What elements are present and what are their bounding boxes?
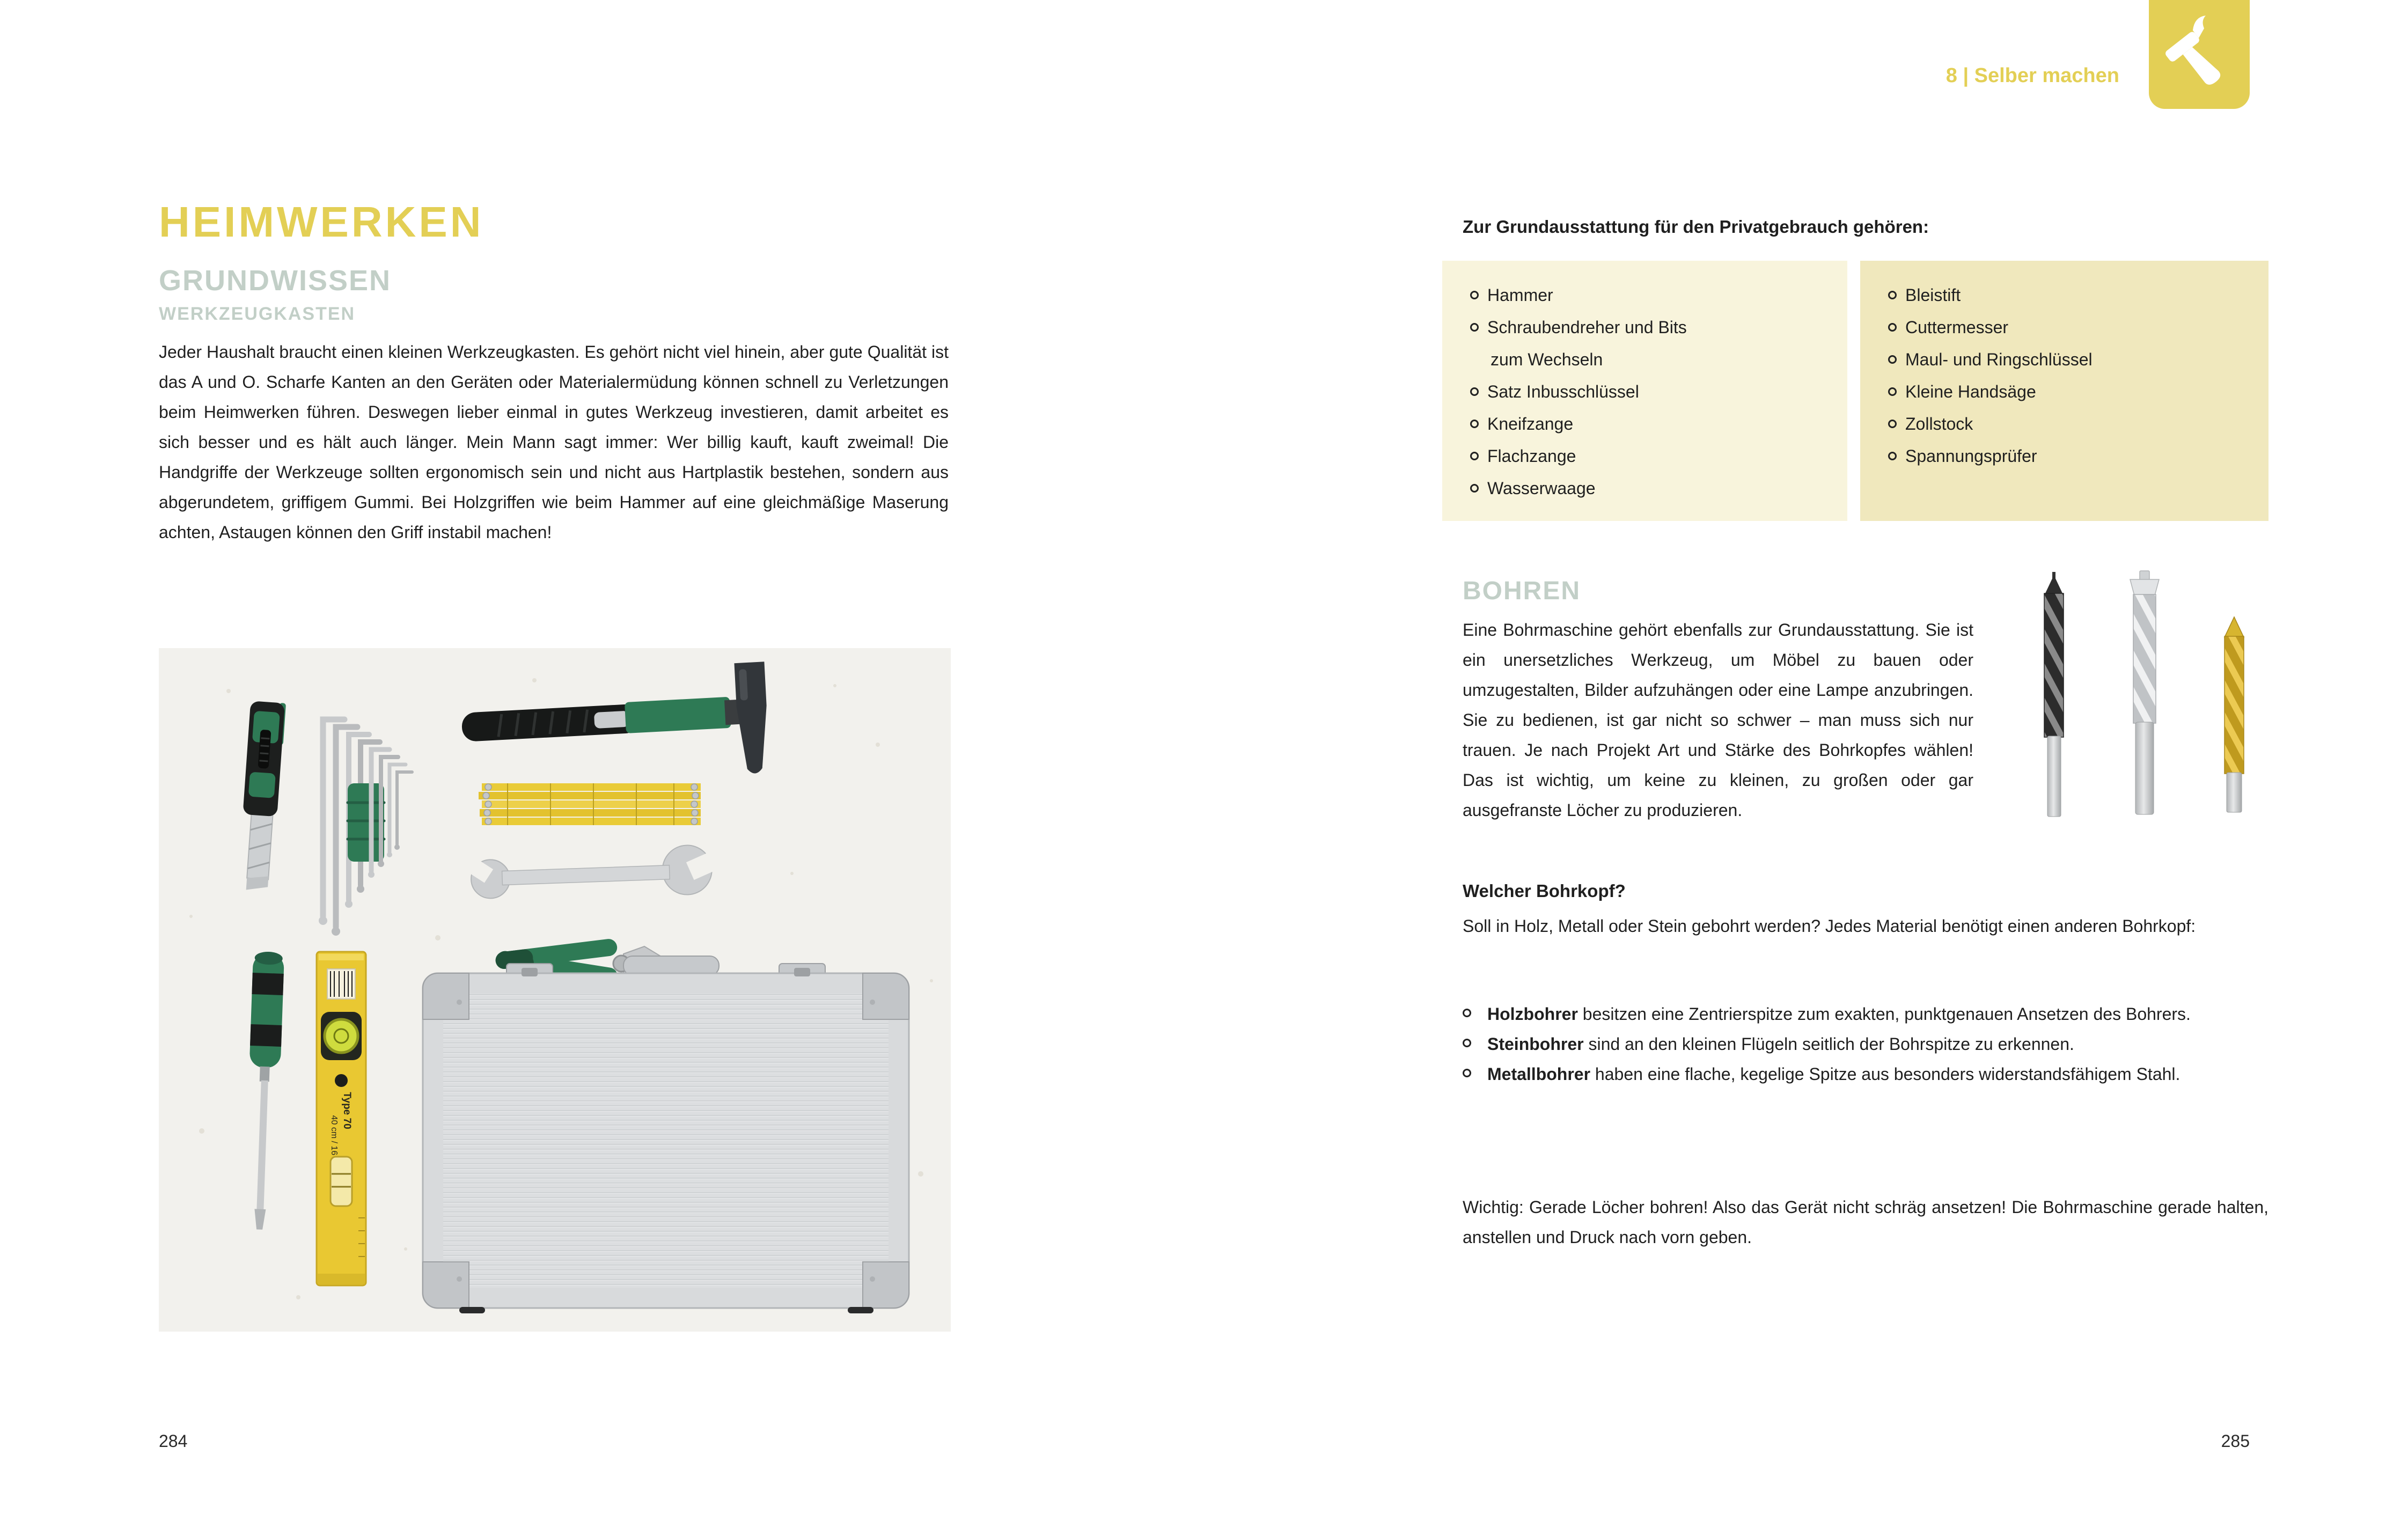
spirit-level <box>317 952 366 1285</box>
level-label-length: 40 cm / 16 <box>329 1115 339 1156</box>
subsection-heading-werkzeugkasten: WERKZEUGKASTEN <box>159 304 356 324</box>
drill-bits-illustration <box>2007 558 2275 829</box>
ring-bullet-icon <box>1470 387 1479 396</box>
equipment-list-basic <box>1442 261 1847 521</box>
list-item: Bleistift <box>1888 279 2268 311</box>
list-item: Kleine Handsäge <box>1888 376 2268 408</box>
aluminium-case <box>423 956 909 1313</box>
chapter-label: 8 | Selber machen <box>1946 64 2119 87</box>
list-item-metallbohrer: Metallbohrer haben eine flache, kegelige Spitze aus besonders widerstandsfähigem Stahl. <box>1463 1059 2268 1089</box>
wichtig-paragraph: Wichtig: Gerade Löcher bohren! Also das Gerät nicht schräg ansetzen! Die Bohrmaschine gerade halten, anstellen und Druck nach vorn geben. <box>1463 1197 2268 1247</box>
ring-bullet-icon <box>1463 1069 1471 1077</box>
list-item-steinbohrer: Steinbohrer sind an den kleinen Flügeln seitlich der Bohrspitze zu erkennen. <box>1463 1029 2268 1059</box>
toolkit-photo <box>159 648 951 1332</box>
ring-bullet-icon <box>1888 452 1897 460</box>
drill-bits-photo <box>2007 558 2275 829</box>
page-title: HEIMWERKEN <box>159 198 484 246</box>
ring-bullet-icon <box>1470 452 1479 460</box>
ring-bullet-icon <box>1888 323 1897 332</box>
list-item: Cuttermesser <box>1888 311 2268 343</box>
toolkit-photo-illustration <box>159 648 951 1332</box>
level-label-type: Type 70 <box>341 1092 353 1129</box>
equipment-intro: Zur Grundausstattung für den Privatgebrauch gehören: <box>1463 217 1929 237</box>
hammer-icon <box>2149 0 2250 109</box>
bohren-paragraph: Eine Bohrmaschine gehört ebenfalls zur Grundausstattung. Sie ist ein unersetzliches Werkzeug, um Möbel zu bauen oder umzugestalten, Bilder aufzuhängen oder eine Lampe anzubringen. Sie zu bedienen, ist gar nicht so schwer – man muss sich nur trauen. Je nach Projekt Art und Stärke des Bohrkopfes wählen! Das ist wichtig, um keine zu kleinen, zu großen oder gar ausgefranste Löcher zu produzieren. <box>1463 620 1973 820</box>
metal-drill-bit <box>2225 617 2244 812</box>
wood-drill-bit <box>2044 572 2064 817</box>
list-item: Schraubendreher und Bits <box>1470 311 1847 343</box>
intro-paragraph: Jeder Haushalt braucht einen kleinen Werkzeugkasten. Es gehört nicht viel hinein, aber gute Qualität ist das A und O. Scharfe Kanten an den Geräten oder Materialermüdung können schnell zu Verletzungen beim Heimwerken führen. Deswegen lieber einmal in gutes Werkzeug investieren, damit arbeitet es sich besser und es hält auch länger. Mein Mann sagt immer: Wer billig kauft, kauft zweimal! Die Handgriffe der Werkzeuge sollten ergonomisch sein und nicht aus Hartplastik bestehen, sondern aus abgerundetem, griffigem Gummi. Bei Holzgriffen wie beim Hammer auf eine gleichmäßige Maserung achten, Astaugen können den Griff instabil machen! <box>159 342 949 542</box>
list-item: Zollstock <box>1888 408 2268 440</box>
ring-bullet-icon <box>1470 484 1479 493</box>
ring-bullet-icon <box>1463 1039 1471 1047</box>
bohrkopf-intro: Soll in Holz, Metall oder Stein gebohrt werden? Jedes Material benötigt einen anderen Bohrkopf: <box>1463 916 2196 936</box>
ring-bullet-icon <box>1470 420 1479 428</box>
section-heading-grundwissen: GRUNDWISSEN <box>159 264 392 297</box>
ring-bullet-icon <box>1888 387 1897 396</box>
list-item: Wasserwaage <box>1470 472 1847 504</box>
subheading-bohrkopf: Welcher Bohrkopf? <box>1463 881 1626 901</box>
list-item: Maul- und Ringschlüssel <box>1888 343 2268 376</box>
list-item-continuation: zum Wechseln <box>1491 349 1603 369</box>
section-heading-bohren: BOHREN <box>1463 577 1581 605</box>
ring-bullet-icon <box>1470 291 1479 299</box>
list-item: Flachzange <box>1470 440 1847 472</box>
equipment-list-extra <box>1860 261 2268 521</box>
chapter-tab <box>2149 0 2250 109</box>
folding-ruler <box>479 783 701 825</box>
list-item: Hammer <box>1470 279 1847 311</box>
ring-bullet-icon <box>1888 355 1897 364</box>
ring-bullet-icon <box>1470 323 1479 332</box>
ring-bullet-icon <box>1888 291 1897 299</box>
ring-bullet-icon <box>1888 420 1897 428</box>
list-item: Spannungsprüfer <box>1888 440 2268 472</box>
ring-bullet-icon <box>1463 1009 1471 1017</box>
masonry-drill-bit <box>2130 571 2159 814</box>
list-item: Satz Inbusschlüssel <box>1470 376 1847 408</box>
list-item: Kneifzange <box>1470 408 1847 440</box>
list-item-holzbohrer: Holzbohrer besitzen eine Zentrierspitze zum exakten, punktgenauen Ansetzen des Bohrers. <box>1463 999 2268 1029</box>
page-number-left: 284 <box>159 1431 188 1451</box>
page-number-right: 285 <box>2221 1431 2250 1451</box>
drill-head-list <box>1463 999 2268 1089</box>
